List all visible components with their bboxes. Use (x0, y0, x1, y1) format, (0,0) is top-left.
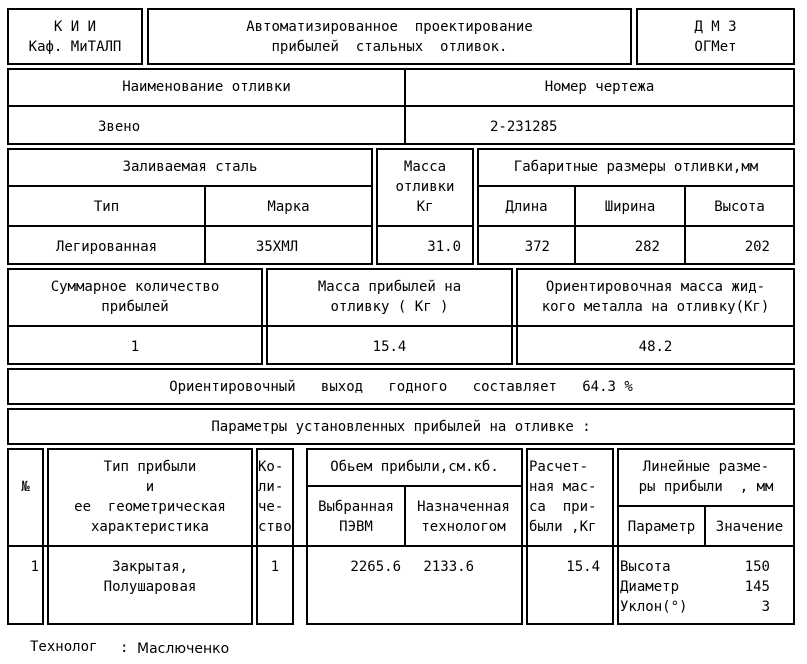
length-value: 372 (524, 239, 550, 255)
divider (7, 225, 373, 227)
params-title: Параметры установленных прибылей на отливке : (211, 419, 591, 435)
col-linear-header: Линейные разме- ры прибыли , мм (638, 459, 774, 495)
casting-name-value: Звено (98, 119, 141, 135)
row-volume-tech: 2133.6 (423, 559, 474, 575)
steel-grade-value: 35ХМЛ (255, 239, 299, 255)
technologist-label: Технолог (30, 639, 98, 655)
steel-type-label: Тип (93, 199, 120, 215)
dimensions-label: Габаритные размеры отливки,мм (513, 159, 759, 175)
institute-label: К И И Каф. МиТАЛП (28, 19, 122, 55)
divider (7, 185, 373, 187)
col-param-header: Параметр (627, 519, 696, 535)
col-volume-pc-header: Выбранная ПЭВМ (318, 499, 394, 535)
yield-text: Ориентировочный выход годного составляет 64.3 % (169, 379, 633, 395)
col-volume-header: Обьем прибыли,см.кб. (330, 459, 499, 475)
col-type-header: Тип прибыли и ее геометрическая характеристика (74, 459, 226, 535)
col-value-header: Значение (715, 519, 784, 535)
steel-type-value: Легированная (55, 239, 158, 255)
riser-count-label: Суммарное количество прибылей (50, 279, 220, 315)
divider (7, 545, 795, 547)
riser-count-value: 1 (130, 339, 140, 355)
height-value: 202 (744, 239, 770, 255)
steel-label: Заливаемая сталь (122, 159, 258, 175)
col-num-cell (7, 448, 44, 625)
page-title: Автоматизированное проектирование прибылей стальных отливок. (246, 19, 533, 55)
divider (306, 485, 523, 487)
row-type: Закрытая, Полушаровая (103, 559, 197, 595)
row-volume-pc: 2265.6 (350, 559, 401, 575)
technologist-separator: : (120, 640, 129, 656)
plant-label: Д М З ОГМет (694, 19, 737, 55)
col-volume-tech-header: Назначенная технологом (417, 499, 510, 535)
divider (7, 105, 795, 107)
steel-grade-label: Марка (267, 199, 310, 215)
height-label: Высота (714, 199, 765, 215)
riser-mass-value: 15.4 (372, 339, 407, 355)
casting-name-label: Наименование отливки (122, 79, 291, 95)
drawing-number-label: Номер чертежа (544, 79, 655, 95)
length-label: Длина (505, 199, 548, 215)
row-values: 150 145 3 (744, 559, 770, 615)
drawing-number-value: 2-231285 (490, 119, 558, 135)
technologist-name: Маслюченко (137, 641, 230, 657)
col-num-header: № (21, 479, 30, 495)
riser-mass-label: Масса прибылей на отливку ( Кг ) (317, 279, 462, 315)
col-calc-mass-header: Расчет- ная мас- са при- были ,Кг (529, 459, 597, 535)
divider (477, 225, 795, 227)
liquid-mass-value: 48.2 (638, 339, 673, 355)
casting-mass-label: Масса отливки Кг (395, 159, 455, 215)
row-qty: 1 (270, 559, 280, 575)
row-num: 1 (30, 559, 39, 575)
row-params: Высота Диаметр Уклон(°) (620, 559, 688, 615)
width-value: 282 (634, 239, 660, 255)
divider (617, 505, 795, 507)
liquid-mass-label: Ориентировочная масса жид- кого металла на отливку(Кг) (541, 279, 770, 315)
casting-mass-value: 31.0 (427, 239, 461, 255)
width-label: Ширина (604, 199, 656, 215)
divider (7, 325, 795, 327)
divider (477, 185, 795, 187)
divider (376, 225, 474, 227)
col-qty-header: Ко- ли- че- ство (258, 459, 292, 535)
row-calc-mass: 15.4 (566, 559, 600, 575)
